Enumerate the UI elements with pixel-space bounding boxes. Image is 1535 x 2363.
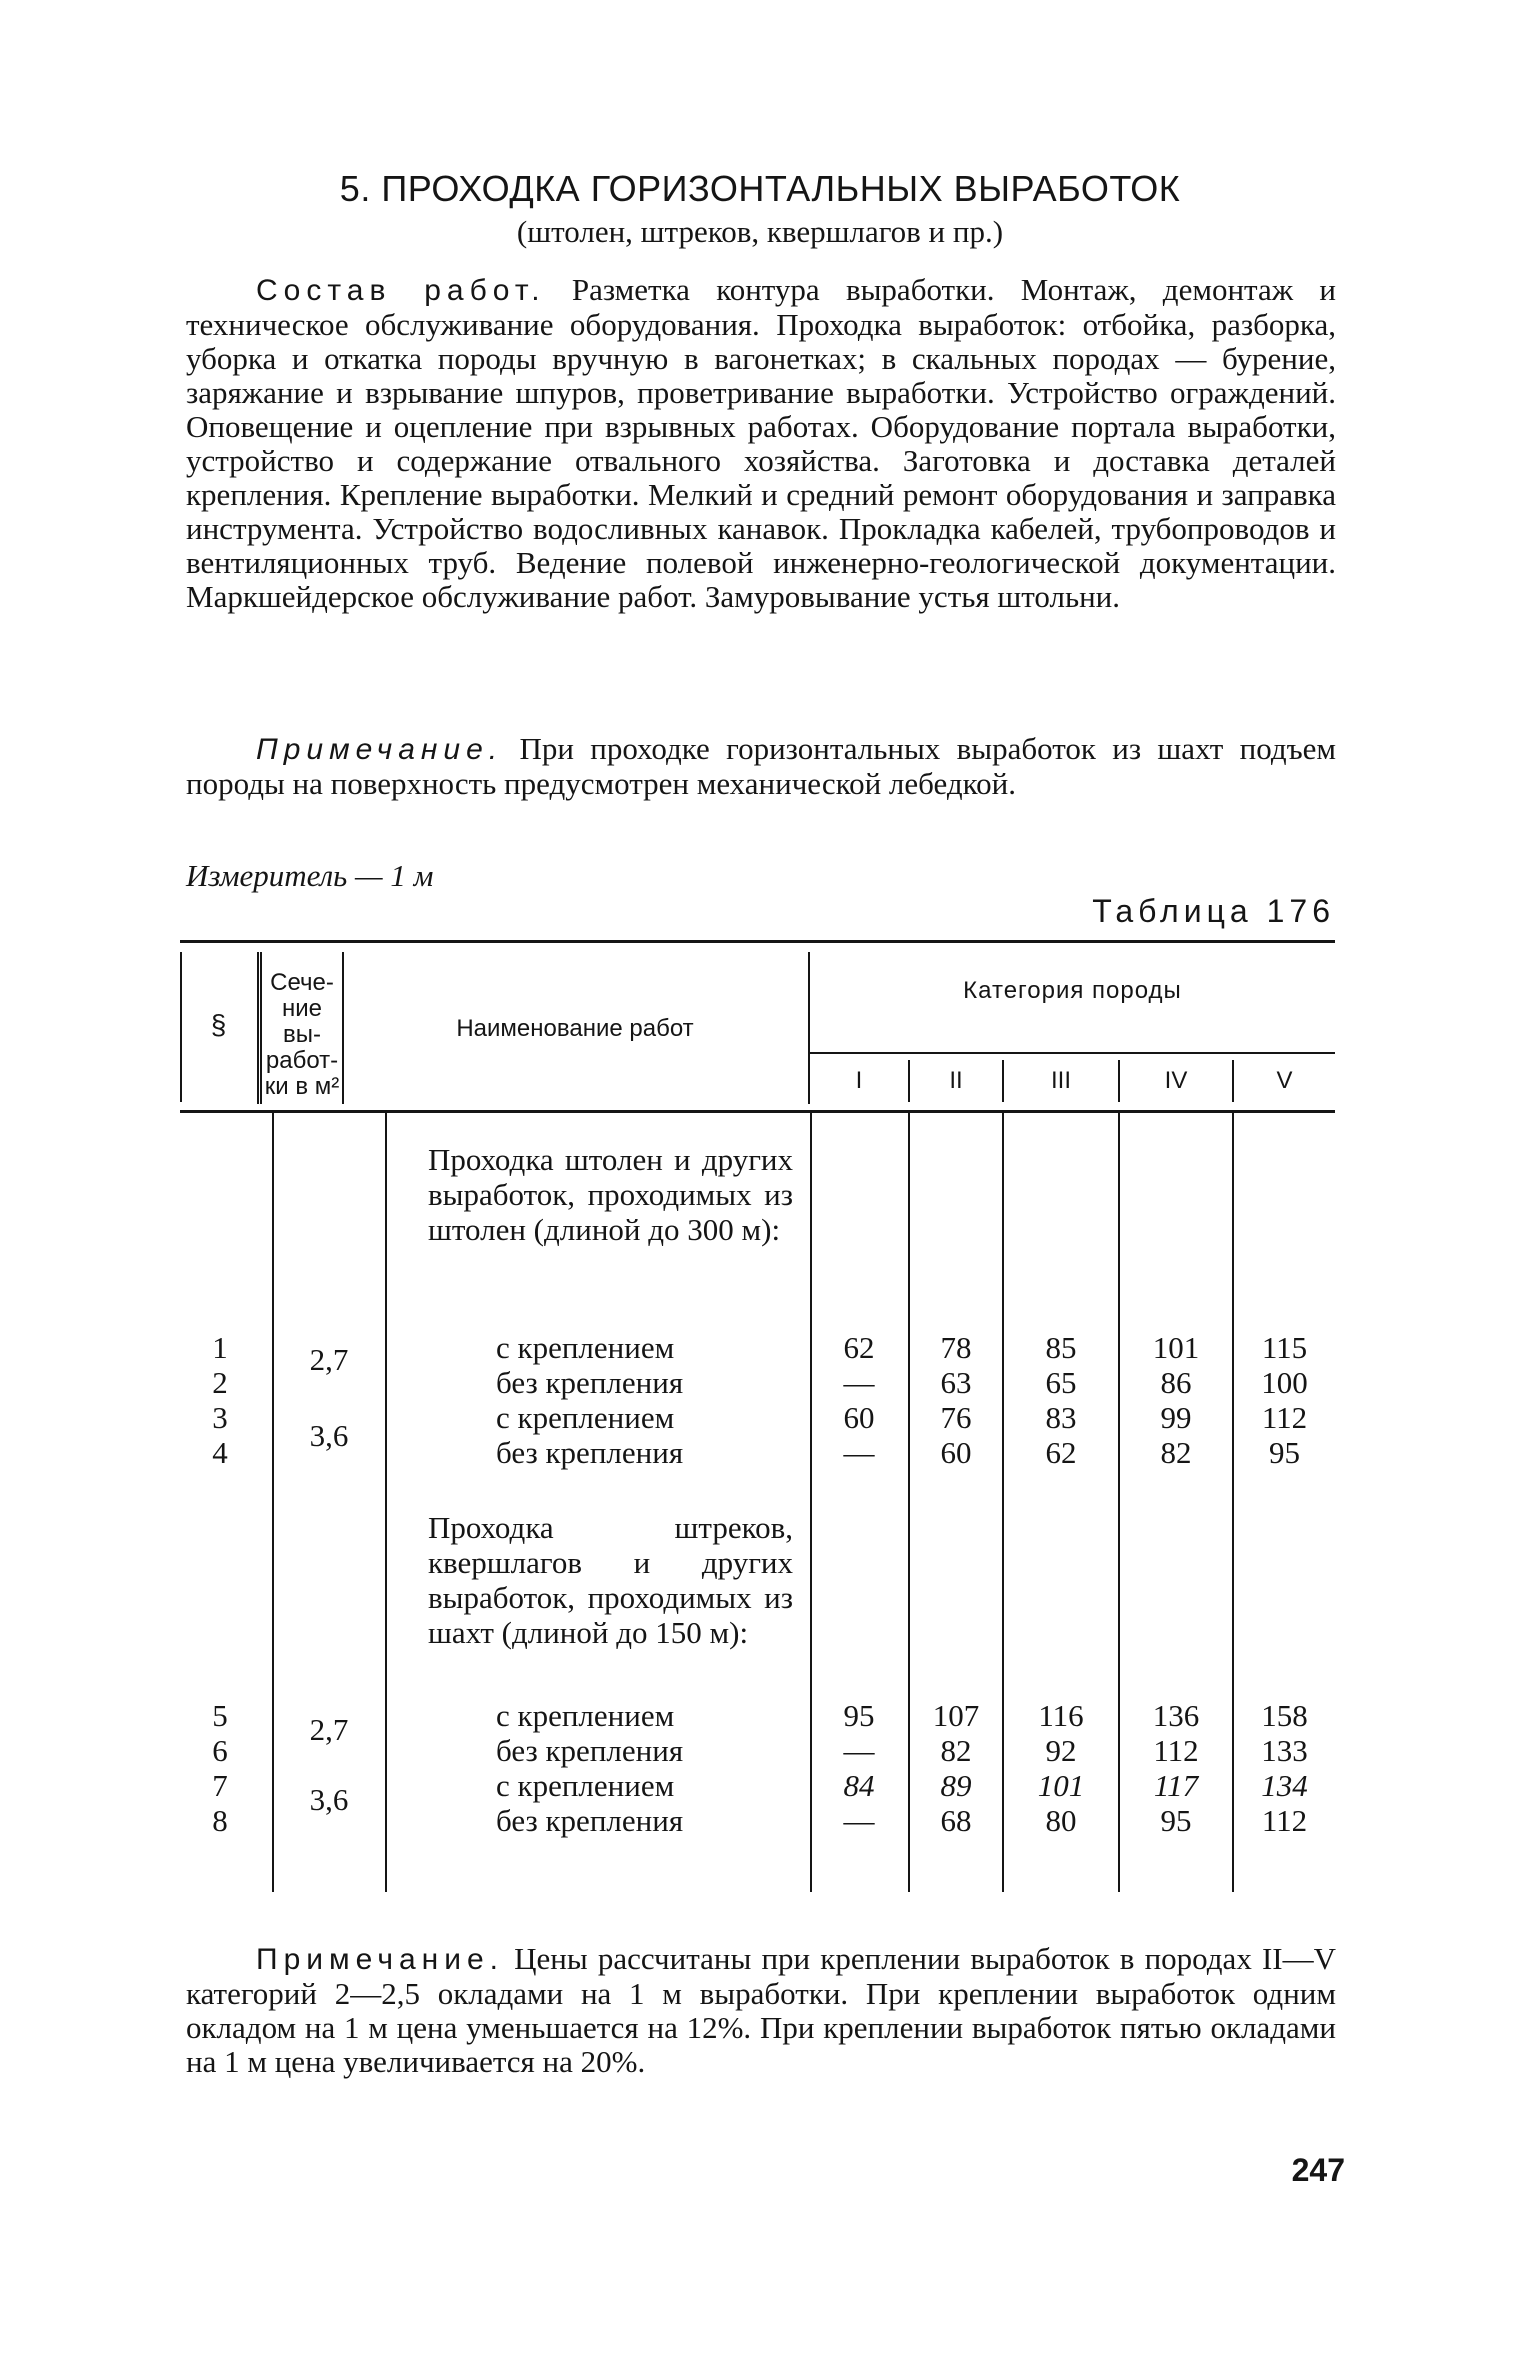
row-num: 8 [212,1803,228,1838]
row-value-cat-5: 158 [1261,1698,1308,1733]
measure-unit: Измеритель — 1 м [186,858,434,893]
row-value-cat-4: 101 [1152,1330,1200,1365]
header-work-name: Наименование работ [456,1015,694,1042]
row-value-cat-2: 82 [940,1733,972,1768]
row-area: 2,7 [309,1712,349,1747]
row-value-cat-3: 85 [1045,1330,1077,1365]
row-num: 2 [212,1365,228,1400]
row-value-cat-3: 65 [1045,1365,1077,1400]
row-value-cat-3: 101 [1037,1768,1085,1803]
row-value-cat-1: — [843,1435,875,1470]
row-area: 3,6 [309,1782,349,1817]
row-value-cat-2: 89 [940,1768,972,1803]
composition-label: Состав работ. [256,274,546,307]
row-name: с креплением [496,1698,675,1733]
row-name: без крепления [496,1803,684,1838]
note-paragraph-1 [186,732,1336,801]
row-num: 5 [212,1698,228,1733]
section-subtitle: (штолен, штреков, квершлагов и пр.) [516,214,1004,249]
row-value-cat-3: 92 [1045,1733,1077,1768]
note-paragraph-2 [186,1942,1336,2079]
header-cat-3: III [1050,1067,1071,1094]
row-num: 4 [212,1435,228,1470]
row-name: без крепления [496,1435,684,1470]
row-name: с креплением [496,1400,675,1435]
row-num: 6 [212,1733,228,1768]
row-area: 3,6 [309,1418,349,1453]
header-vline-1 [257,952,259,1104]
row-value-cat-4: 95 [1160,1803,1192,1838]
group-2-title: Проходка штреков, квершлагов и других выработок, проходимых из шахт (длиной до 150 м): [428,1510,793,1650]
row-value-cat-2: 78 [940,1330,972,1365]
row-name: с креплением [496,1768,675,1803]
row-name: без крепления [496,1365,684,1400]
row-value-cat-1: 84 [843,1768,875,1803]
row-name: с креплением [496,1330,675,1365]
section-title: 5. ПРОХОДКА ГОРИЗОНТАЛЬНЫХ ВЫРАБОТОК [339,168,1181,209]
row-value-cat-3: 62 [1045,1435,1077,1470]
row-value-cat-5: 100 [1261,1365,1308,1400]
row-num: 3 [212,1400,228,1435]
row-value-cat-4: 99 [1160,1400,1192,1435]
row-value-cat-1: — [843,1733,875,1768]
row-value-cat-1: — [843,1803,875,1838]
header-rock-category: Категория породы [963,977,1182,1004]
row-value-cat-2: 60 [940,1435,972,1470]
row-value-cat-1: 95 [843,1698,875,1733]
header-cat-5: V [1276,1067,1293,1094]
row-value-cat-4: 117 [1153,1768,1199,1803]
row-value-cat-3: 83 [1045,1400,1077,1435]
body-vline-2 [385,1112,387,1892]
row-value-cat-5: 134 [1261,1768,1308,1803]
row-value-cat-2: 76 [940,1400,972,1435]
row-value-cat-4: 136 [1152,1698,1200,1733]
row-value-cat-1: 60 [843,1400,875,1435]
header-cross-section: Сече-ние вы-работ-ки в м² [264,969,340,1100]
row-value-cat-2: 63 [940,1365,972,1400]
row-value-cat-5: 112 [1261,1400,1308,1435]
table-header-rule [180,1110,1335,1113]
table-label: Таблица 176 [1092,893,1335,929]
row-value-cat-4: 112 [1153,1733,1199,1768]
row-value-cat-5: 112 [1261,1803,1308,1838]
row-num: 7 [212,1768,228,1803]
note1-label: Примечание. [256,733,504,766]
note2-label: Примечание. [256,1943,504,1976]
price-table [180,940,1335,1900]
header-cat-4: IV [1164,1067,1188,1094]
header-vline-1b [260,952,262,1104]
row-value-cat-4: 86 [1160,1365,1192,1400]
row-value-cat-2: 68 [940,1803,972,1838]
table-top-rule [180,940,1335,943]
row-value-cat-1: 62 [843,1330,875,1365]
row-value-cat-2: 107 [932,1698,980,1733]
page-number: 247 [1291,2152,1345,2188]
row-value-cat-4: 82 [1160,1435,1192,1470]
row-value-cat-5: 115 [1261,1330,1308,1365]
row-value-cat-5: 133 [1261,1733,1308,1768]
row-name: без крепления [496,1733,684,1768]
row-value-cat-3: 116 [1038,1698,1084,1733]
category-subheader-rule [810,1052,1335,1054]
body-vline-1 [272,1112,274,1892]
header-cat-1: I [855,1067,863,1094]
note2-text: Цены рассчитаны при креплении выработок в породах II—V категорий 2—2,5 окладами на 1 м выработки. При креплении выработок одним окладом на 1 м цена уменьшается на 12%. При креплении выработок пятью окладами на 1 м цена увеличивается на 20%. [186,1941,1337,2079]
header-vline-2 [342,952,344,1104]
row-area: 2,7 [309,1342,349,1377]
composition-text: Разметка контура выработки. Монтаж, демонтаж и техническое обслуживание оборудования. Проходка выработок: отбойка, разборка, уборка и откатка породы вручную в вагонетках; в скальных породах — бурение, заряжание и взрывание шпуров, проветривание выработки. Устройство ограждений. Оповещение и оцепление при взрывных работах. Оборудование портала выработки, устройство и содержание отвального хозяйства. Заготовка и доставка деталей крепления. Крепление выработки. Мелкий и средний ремонт оборудования и заправка инструмента. Устройство водосливных канавок. Прокладка кабелей, трубопроводов и вентиляционных труб. Ведение полевой инженерно-геологической документации. Маркшейдерское обслуживание работ. Замуровывание устья штольни. [186,272,1337,614]
row-value-cat-5: 95 [1269,1435,1300,1470]
composition-paragraph [186,273,1336,614]
row-value-cat-3: 80 [1045,1803,1077,1838]
group-1-title: Проходка штолен и других выработок, проходимых из штолен (длиной до 300 м): [428,1142,793,1247]
header-cat-2: II [949,1067,963,1094]
note1-text: При проходке горизонтальных выработок из шахт подъем породы на поверхность предусмотрен механической лебедкой. [186,731,1336,801]
row-num: 1 [212,1330,228,1365]
header-section: § [210,1009,227,1040]
row-value-cat-1: — [843,1365,875,1400]
